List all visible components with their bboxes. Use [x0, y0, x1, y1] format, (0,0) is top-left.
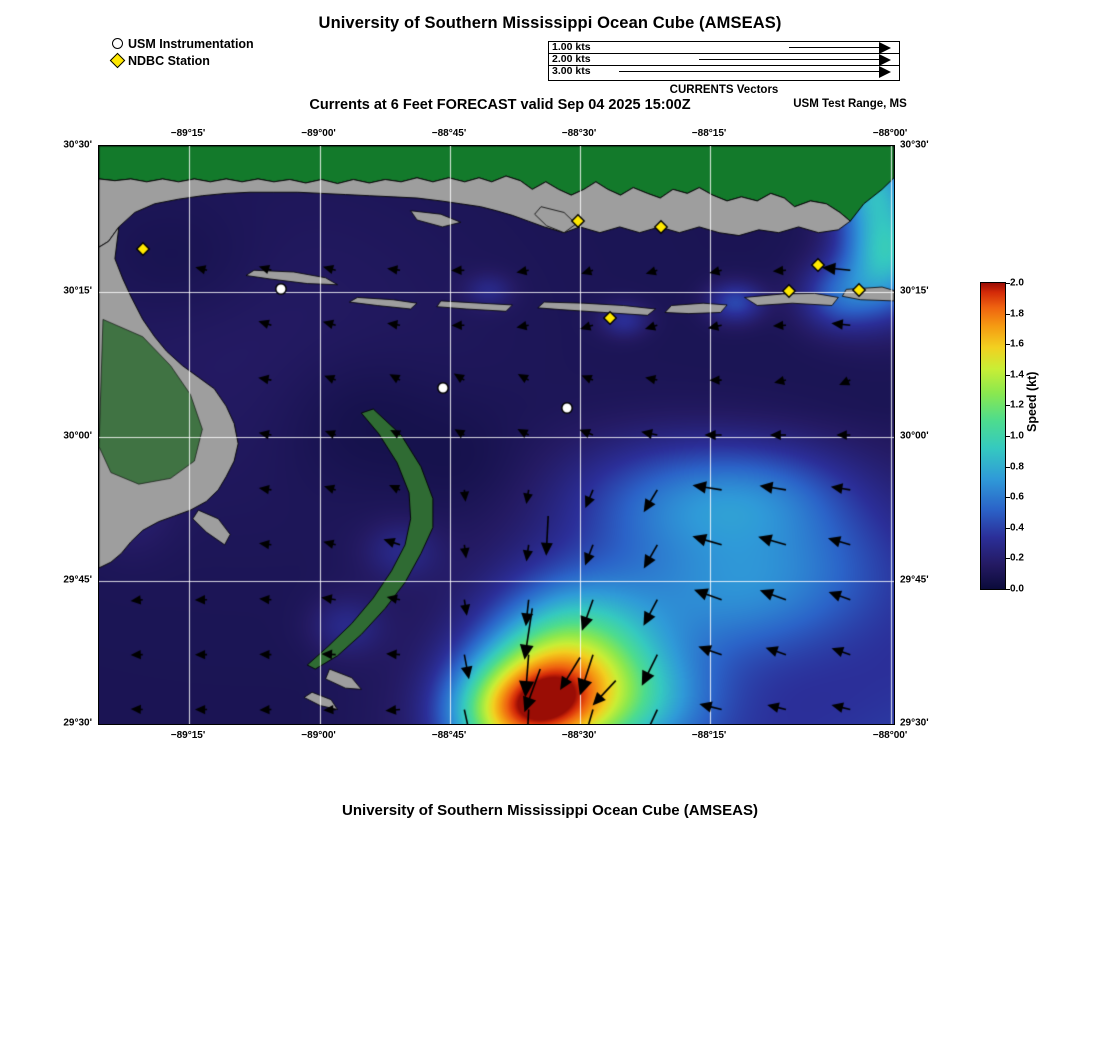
- colorbar-tick-label: 1.8: [1010, 308, 1024, 320]
- marker-legend: [108, 36, 254, 70]
- colorbar-tick-label: 1.0: [1010, 430, 1024, 442]
- range-label: USM Test Range, MS: [793, 98, 907, 110]
- vector-key-arrow-2: [699, 59, 879, 60]
- colorbar-axis-label: Speed (kt): [1025, 371, 1039, 432]
- colorbar-tick-label: 0.4: [1010, 522, 1024, 534]
- vector-key-row-2: [549, 54, 899, 66]
- lat-tick-left: 30°15': [63, 285, 92, 297]
- colorbar: [980, 277, 1070, 595]
- vector-key-label-3: 3.00 kts: [552, 65, 591, 77]
- lon-tick-top: −88°45': [431, 128, 467, 139]
- vector-key-row-3: [549, 66, 899, 78]
- vector-key-label-1: 1.00 kts: [552, 41, 591, 53]
- vector-key-arrowhead-3: [879, 66, 891, 78]
- map-panel[interactable]: [98, 145, 895, 725]
- vector-key-arrowhead-1: [879, 42, 891, 54]
- lat-tick-right: 30°00': [900, 430, 929, 442]
- vector-key-arrow-3: [619, 71, 879, 72]
- lat-tick-right: 29°45': [900, 574, 929, 586]
- footer-title: University of Southern Mississippi Ocean Cube (AMSEAS): [342, 802, 758, 819]
- lat-tick-left: 30°30': [63, 139, 92, 151]
- colorbar-tick-label: 2.0: [1010, 277, 1024, 289]
- colorbar-tick-label: 1.4: [1010, 369, 1024, 381]
- colorbar-tick-label: 0.2: [1010, 552, 1024, 564]
- colorbar-tick-label: 0.6: [1010, 491, 1024, 503]
- lon-tick-bottom: −88°15': [691, 730, 727, 741]
- lat-tick-left: 30°00': [63, 430, 92, 442]
- colorbar-tick-label: 1.2: [1010, 399, 1024, 411]
- diamond-marker-icon: [108, 55, 126, 66]
- legend-label-ndbc: NDBC Station: [128, 53, 210, 68]
- lon-tick-top: −88°00': [872, 128, 908, 139]
- legend-item-ndbc: [108, 53, 254, 68]
- vector-key-row-1: [549, 42, 899, 54]
- lon-tick-top: −88°15': [691, 128, 727, 139]
- lon-tick-bottom: −88°45': [431, 730, 467, 741]
- lat-tick-right: 30°15': [900, 285, 929, 297]
- vector-key-arrow-1: [789, 47, 879, 48]
- colorbar-tick-label: 0.0: [1010, 583, 1024, 595]
- vector-key-arrowhead-2: [879, 54, 891, 66]
- colorbar-gradient: [980, 282, 1006, 590]
- lon-tick-top: −89°00': [301, 128, 336, 139]
- colorbar-tick-label: 0.8: [1010, 461, 1024, 473]
- colorbar-tick-label: 1.6: [1010, 338, 1024, 350]
- circle-marker-icon: [108, 38, 126, 49]
- lat-tick-right: 29°30': [900, 717, 929, 729]
- lon-tick-top: −89°15': [170, 128, 206, 139]
- vector-key-caption: CURRENTS Vectors: [669, 84, 779, 96]
- lat-tick-left: 29°30': [63, 717, 92, 729]
- lon-tick-bottom: −89°00': [301, 730, 336, 741]
- lon-tick-top: −88°30': [561, 128, 597, 139]
- vector-scale-key: [548, 41, 900, 81]
- vector-key-label-2: 2.00 kts: [552, 53, 591, 65]
- lat-tick-right: 30°30': [900, 139, 929, 151]
- legend-item-usm: [108, 36, 254, 51]
- lon-tick-bottom: −88°30': [561, 730, 597, 741]
- legend-label-usm: USM Instrumentation: [128, 36, 254, 51]
- currents-map-canvas[interactable]: [99, 146, 894, 724]
- lat-tick-left: 29°45': [63, 574, 92, 586]
- map-subtitle: Currents at 6 Feet FORECAST valid Sep 04 2025 15:00Z: [309, 97, 691, 113]
- lon-tick-bottom: −88°00': [872, 730, 908, 741]
- page-title: University of Southern Mississippi Ocean Cube (AMSEAS): [318, 14, 782, 32]
- lon-tick-bottom: −89°15': [170, 730, 206, 741]
